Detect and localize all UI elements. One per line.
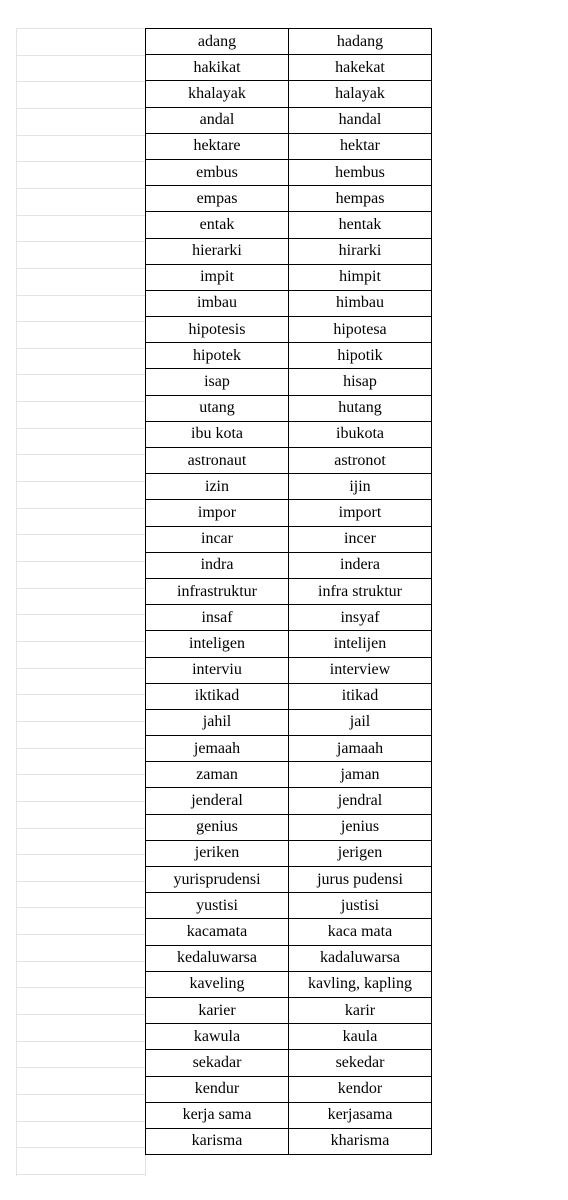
right-word-cell[interactable]: kadaluwarsa xyxy=(289,945,432,971)
right-word-cell[interactable]: kavling, kapling xyxy=(289,971,432,997)
table-row xyxy=(146,448,432,474)
left-word-cell[interactable]: kendur xyxy=(146,1076,289,1102)
table-row xyxy=(146,919,432,945)
table-row xyxy=(146,500,432,526)
sheet-row-guide xyxy=(16,241,145,242)
sheet-row-guide xyxy=(16,135,145,136)
table-row xyxy=(146,1050,432,1076)
left-word-cell[interactable]: izin xyxy=(146,474,289,500)
table-row xyxy=(146,474,432,500)
table-row xyxy=(146,317,432,343)
right-word-cell[interactable]: sekedar xyxy=(289,1050,432,1076)
table-row xyxy=(146,971,432,997)
table-row xyxy=(146,788,432,814)
sheet-row-guide xyxy=(16,828,145,829)
sheet-row-guide xyxy=(16,641,145,642)
left-word-cell[interactable]: andal xyxy=(146,107,289,133)
left-word-cell[interactable]: entak xyxy=(146,212,289,238)
sheet-row-guide xyxy=(16,508,145,509)
left-word-cell[interactable]: insaf xyxy=(146,605,289,631)
table-row xyxy=(146,814,432,840)
right-word-cell[interactable]: jerigen xyxy=(289,840,432,866)
sheet-row-guide xyxy=(16,748,145,749)
sheet-row-guide xyxy=(16,1174,145,1175)
right-word-cell[interactable]: intelijen xyxy=(289,631,432,657)
table-row xyxy=(146,369,432,395)
left-word-cell[interactable]: khalayak xyxy=(146,81,289,107)
table-row xyxy=(146,1076,432,1102)
right-word-cell[interactable]: hirarki xyxy=(289,238,432,264)
word-pair-table xyxy=(145,28,432,1155)
sheet-row-guide xyxy=(16,108,145,109)
sheet-row-guide xyxy=(16,348,145,349)
sheet-row-guide xyxy=(16,454,145,455)
sheet-row-guide xyxy=(16,215,145,216)
table-row xyxy=(146,1128,432,1154)
table-row xyxy=(146,264,432,290)
sheet-row-guide xyxy=(16,428,145,429)
sheet-row-guide xyxy=(16,401,145,402)
sheet-row-guide xyxy=(16,1014,145,1015)
left-word-cell[interactable]: astronaut xyxy=(146,448,289,474)
left-word-cell[interactable]: interviu xyxy=(146,657,289,683)
right-word-cell[interactable]: jendral xyxy=(289,788,432,814)
left-word-cell[interactable]: karier xyxy=(146,997,289,1023)
table-row xyxy=(146,107,432,133)
table-row xyxy=(146,159,432,185)
sheet-row-guide xyxy=(16,614,145,615)
word-pair-table-body xyxy=(146,29,432,1155)
left-word-cell[interactable]: hakikat xyxy=(146,55,289,81)
left-word-cell[interactable]: jenderal xyxy=(146,788,289,814)
left-word-cell[interactable]: hipotek xyxy=(146,343,289,369)
table-row xyxy=(146,29,432,55)
right-word-cell[interactable]: handal xyxy=(289,107,432,133)
sheet-row-guide xyxy=(16,987,145,988)
right-word-cell[interactable]: hisap xyxy=(289,369,432,395)
sheet-row-guide xyxy=(16,268,145,269)
right-word-cell[interactable]: hadang xyxy=(289,29,432,55)
right-word-cell[interactable]: interview xyxy=(289,657,432,683)
right-word-cell[interactable]: kaula xyxy=(289,1024,432,1050)
left-word-cell[interactable]: empas xyxy=(146,186,289,212)
table-row xyxy=(146,552,432,578)
table-row xyxy=(146,421,432,447)
left-word-cell[interactable]: ibu kota xyxy=(146,421,289,447)
right-word-cell[interactable]: ijin xyxy=(289,474,432,500)
left-word-cell[interactable]: embus xyxy=(146,159,289,185)
sheet-row-guide xyxy=(16,588,145,589)
sheet-row-guide xyxy=(16,1121,145,1122)
sheet-row-guide xyxy=(16,28,145,29)
table-row xyxy=(146,867,432,893)
table-row xyxy=(146,657,432,683)
table-row xyxy=(146,578,432,604)
sheet-row-guide xyxy=(16,534,145,535)
right-word-cell[interactable]: jaman xyxy=(289,762,432,788)
sheet-row-guide xyxy=(16,881,145,882)
right-word-cell[interactable]: kaca mata xyxy=(289,919,432,945)
left-word-cell[interactable]: utang xyxy=(146,395,289,421)
sheet-row-guide xyxy=(16,481,145,482)
right-word-cell[interactable]: infra struktur xyxy=(289,578,432,604)
left-word-cell[interactable]: yurisprudensi xyxy=(146,867,289,893)
left-word-cell[interactable]: hierarki xyxy=(146,238,289,264)
right-word-cell[interactable]: kendor xyxy=(289,1076,432,1102)
table-row xyxy=(146,395,432,421)
right-word-cell[interactable]: hipotik xyxy=(289,343,432,369)
left-word-cell[interactable]: impor xyxy=(146,500,289,526)
left-word-cell[interactable]: impit xyxy=(146,264,289,290)
sheet-row-guide xyxy=(16,374,145,375)
sheet-row-guide xyxy=(16,934,145,935)
table-row xyxy=(146,840,432,866)
right-word-cell[interactable]: jamaah xyxy=(289,736,432,762)
sheet-row-guide xyxy=(16,1147,145,1148)
sheet-row-guide xyxy=(16,854,145,855)
table-row xyxy=(146,133,432,159)
right-word-cell[interactable]: hempas xyxy=(289,186,432,212)
sheet-top-area xyxy=(0,0,568,28)
sheet-row-guide xyxy=(16,774,145,775)
right-word-cell[interactable]: hembus xyxy=(289,159,432,185)
right-word-cell[interactable]: ibukota xyxy=(289,421,432,447)
sheet-row-guide xyxy=(16,295,145,296)
left-word-cell[interactable]: inteligen xyxy=(146,631,289,657)
left-word-cell[interactable]: hipotesis xyxy=(146,317,289,343)
sheet-row-guide xyxy=(16,161,145,162)
table-row xyxy=(146,343,432,369)
left-word-cell[interactable]: kaveling xyxy=(146,971,289,997)
sheet-row-guide xyxy=(16,801,145,802)
right-word-cell[interactable]: kharisma xyxy=(289,1128,432,1154)
left-word-cell[interactable]: adang xyxy=(146,29,289,55)
left-word-cell[interactable]: jemaah xyxy=(146,736,289,762)
right-word-cell[interactable]: itikad xyxy=(289,683,432,709)
table-row xyxy=(146,55,432,81)
right-word-cell[interactable]: justisi xyxy=(289,893,432,919)
left-word-cell[interactable]: sekadar xyxy=(146,1050,289,1076)
left-word-cell[interactable]: kedaluwarsa xyxy=(146,945,289,971)
table-row xyxy=(146,1024,432,1050)
table-row xyxy=(146,238,432,264)
left-word-cell[interactable]: incar xyxy=(146,526,289,552)
table-row xyxy=(146,709,432,735)
right-word-cell[interactable]: kerjasama xyxy=(289,1102,432,1128)
sheet-column-guide xyxy=(16,28,17,1176)
right-word-cell[interactable]: jenius xyxy=(289,814,432,840)
right-word-cell[interactable]: halayak xyxy=(289,81,432,107)
sheet-row-guide xyxy=(16,55,145,56)
right-word-cell[interactable]: jurus pudensi xyxy=(289,867,432,893)
table-row xyxy=(146,945,432,971)
table-row xyxy=(146,997,432,1023)
sheet-row-guide xyxy=(16,694,145,695)
sheet-row-guide xyxy=(16,907,145,908)
table-row xyxy=(146,290,432,316)
left-word-cell[interactable]: kawula xyxy=(146,1024,289,1050)
right-word-cell[interactable]: hentak xyxy=(289,212,432,238)
left-word-cell[interactable]: karisma xyxy=(146,1128,289,1154)
sheet-row-guide xyxy=(16,1041,145,1042)
left-word-cell[interactable]: zaman xyxy=(146,762,289,788)
table-row xyxy=(146,186,432,212)
left-word-cell[interactable]: genius xyxy=(146,814,289,840)
table-row xyxy=(146,212,432,238)
right-word-cell[interactable]: hutang xyxy=(289,395,432,421)
sheet-row-guide xyxy=(16,561,145,562)
left-word-cell[interactable]: infrastruktur xyxy=(146,578,289,604)
left-word-cell[interactable]: isap xyxy=(146,369,289,395)
right-word-cell[interactable]: hektar xyxy=(289,133,432,159)
right-word-cell[interactable]: himbau xyxy=(289,290,432,316)
left-word-cell[interactable]: kerja sama xyxy=(146,1102,289,1128)
right-word-cell[interactable]: himpit xyxy=(289,264,432,290)
left-word-cell[interactable]: indra xyxy=(146,552,289,578)
table-row xyxy=(146,526,432,552)
table-row xyxy=(146,893,432,919)
sheet-row-guide xyxy=(16,321,145,322)
sheet-row-guide xyxy=(16,188,145,189)
right-word-cell[interactable]: indera xyxy=(289,552,432,578)
table-row xyxy=(146,736,432,762)
sheet-row-guide xyxy=(16,668,145,669)
left-word-cell[interactable]: iktikad xyxy=(146,683,289,709)
sheet-row-guide xyxy=(16,1067,145,1068)
right-word-cell[interactable]: insyaf xyxy=(289,605,432,631)
table-row xyxy=(146,631,432,657)
right-word-cell[interactable]: astronot xyxy=(289,448,432,474)
table-row xyxy=(146,762,432,788)
sheet-row-guide xyxy=(16,721,145,722)
left-word-cell[interactable]: hektare xyxy=(146,133,289,159)
table-row xyxy=(146,605,432,631)
table-row xyxy=(146,683,432,709)
right-word-cell[interactable]: incer xyxy=(289,526,432,552)
left-word-cell[interactable]: imbau xyxy=(146,290,289,316)
left-word-cell[interactable]: yustisi xyxy=(146,893,289,919)
left-word-cell[interactable]: jeriken xyxy=(146,840,289,866)
right-word-cell[interactable]: jail xyxy=(289,709,432,735)
left-word-cell[interactable]: jahil xyxy=(146,709,289,735)
table-row xyxy=(146,1102,432,1128)
right-word-cell[interactable]: import xyxy=(289,500,432,526)
right-word-cell[interactable]: hakekat xyxy=(289,55,432,81)
left-word-cell[interactable]: kacamata xyxy=(146,919,289,945)
right-word-cell[interactable]: karir xyxy=(289,997,432,1023)
sheet-row-guide xyxy=(16,1094,145,1095)
right-word-cell[interactable]: hipotesa xyxy=(289,317,432,343)
table-row xyxy=(146,81,432,107)
sheet-row-guide xyxy=(16,961,145,962)
sheet-row-guide xyxy=(16,81,145,82)
